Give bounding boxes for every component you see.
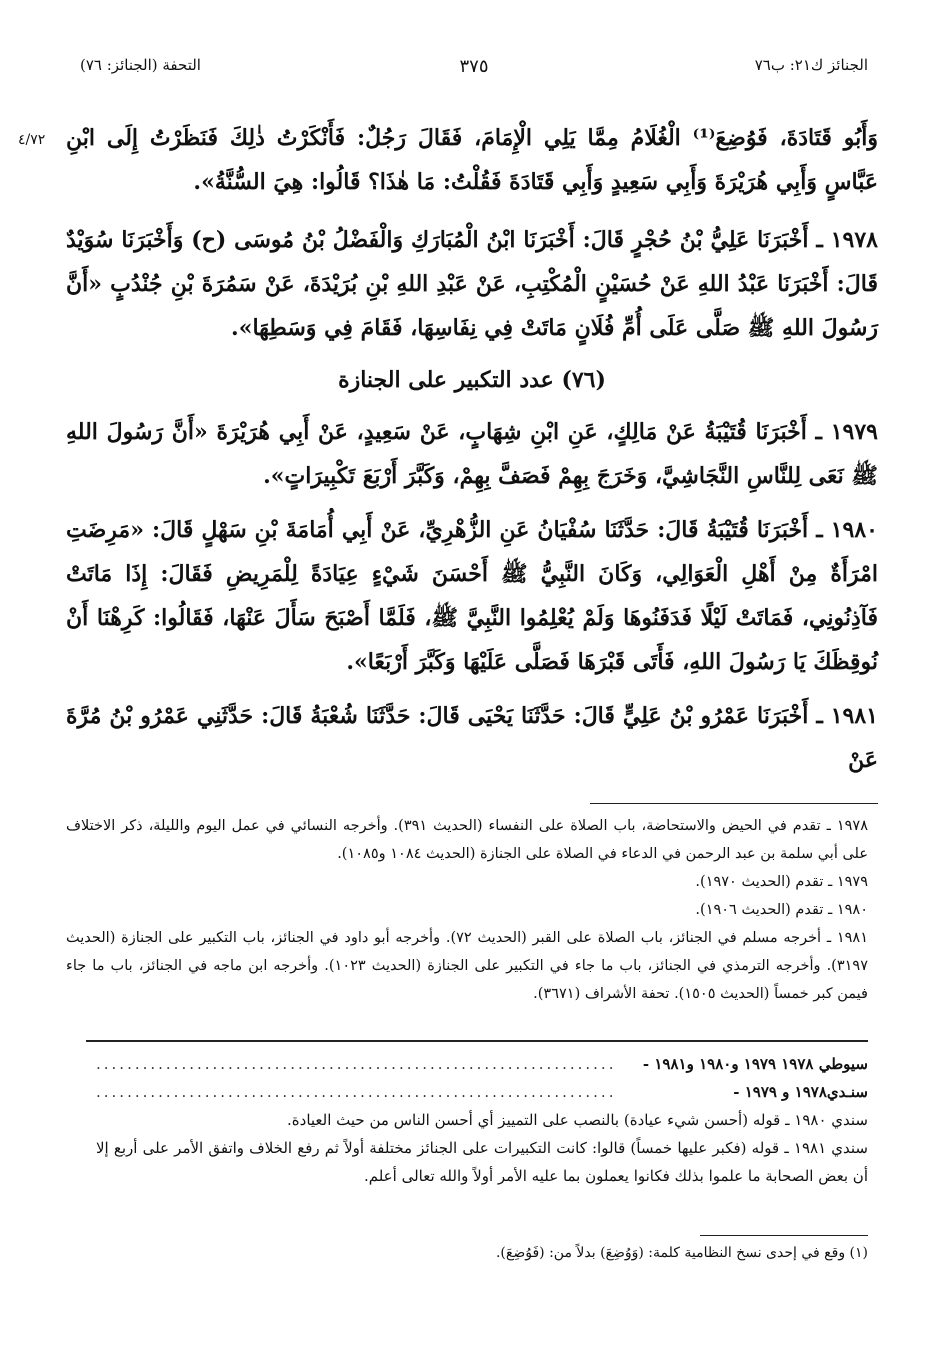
sindi-ref: سنـدي١٩٧٨ و ١٩٧٩ - xyxy=(733,1083,868,1101)
header-tuhfa-ref: التحفة (الجنائز: ٧٦) xyxy=(80,56,201,74)
section-title: (٧٦) عدد التكبير على الجنازة xyxy=(338,367,606,393)
dotted-leader: ................................................................... xyxy=(96,1055,617,1073)
margin-reference: ٤/٧٢ xyxy=(18,132,46,148)
hadith-1979: ١٩٧٩ ـ أَخْبَرَنَا قُتَيْبَةُ عَنْ مَالِكٍ، عَنِ ابْنِ شِهَابٍ، عَنْ سَعِيدٍ، عَنْ أَبِي هُرَيْرَةَ «أَنَّ رَسُولَ اللهِ ﷺ نَعَى لِلنَّاسِ النَّجَاشِيَّ، وَخَرَجَ بِهِمْ فَصَفَّ بِهِمْ، وَكَبَّرَ أَرْبَعَ تَكْبِيرَاتٍ». xyxy=(66,419,878,489)
editorial-note: (١) وقع في إحدى نسخ النظامية كلمة: (وَوُضِعَ) بدلاً من: (فَوُضِعَ). xyxy=(495,1245,868,1261)
main-text xyxy=(66,116,878,792)
hadith-continuation: وَأَبُو قَتَادَةَ، فَوُضِعَ⁽¹⁾ الْغُلَامُ مِمَّا يَلِي الْإِمَامَ، فَقَالَ رَجُلٌ: فَأَنْكَرْتُ ذٰلِكَ فَنَظَرْتُ إِلَى ابْنِ عَبَّاسٍ وَأَبِي هُرَيْرَةَ وَأَبِي سَعِيدٍ وَأَبِي قَتَادَةَ فَقُلْتُ: مَا هٰذَا؟ قَالُوا: هِيَ السُّنَّةُ». xyxy=(66,125,878,195)
hadith-1981: ١٩٨١ ـ أَخْبَرَنَا عَمْرُو بْنُ عَلِيٍّ قَالَ: حَدَّثَنَا يَحْيَى قَالَ: حَدَّثَنَا شُعْبَةُ قَالَ: حَدَّثَنِي عَمْرُو بْنُ مُرَّةَ عَنْ xyxy=(66,703,878,773)
sindi-1981: سندي ١٩٨١ ـ قوله (فكبر عليها خمساً) قالوا: كانت التكبيرات على الجنائز مختلفة أولاً ثم رفع الخلاف واتفق الأمر على أربع إلا أن بعض الصحابة ما علموا بذلك فكانوا يعملون بما عليه الأمر أولاً والله تعالى أعلم. xyxy=(96,1139,869,1185)
commentary-section xyxy=(96,1050,868,1190)
takhrij-footnotes xyxy=(66,812,868,1008)
footnote-1979: ١٩٧٩ ـ تقدم (الحديث ١٩٧٠). xyxy=(695,874,868,890)
dotted-leader: ................................................................... xyxy=(96,1083,617,1101)
page-header xyxy=(80,56,868,82)
footnote-divider xyxy=(590,803,878,804)
hadith-1980: ١٩٨٠ ـ أَخْبَرَنَا قُتَيْبَةُ قَالَ: حَدَّثَنَا سُفْيَانُ عَنِ الزُّهْرِيِّ، عَنْ أَبِي أُمَامَةَ بْنِ سَهْلٍ قَالَ: «مَرِضَتِ امْرَأَةٌ مِنْ أَهْلِ الْعَوَالِي، وَكَانَ النَّبِيُّ ﷺ أَحْسَنَ شَيْءٍ عِيَادَةً لِلْمَرِيضِ فَقَالَ: إِذَا مَاتَتْ فَآذِنُونِي، فَمَاتَتْ لَيْلًا فَدَفَنُوهَا وَلَمْ يُعْلِمُوا النَّبِيَّ ﷺ، فَلَمَّا أَصْبَحَ سَأَلَ عَنْهَا، فَقَالُوا: كَرِهْنَا أَنْ نُوقِظَكَ يَا رَسُولَ اللهِ، فَأَتَى قَبْرَهَا فَصَلَّى عَلَيْهَا وَكَبَّرَ أَرْبَعًا». xyxy=(66,517,878,675)
footnote-1980: ١٩٨٠ ـ تقدم (الحديث ١٩٠٦). xyxy=(695,902,868,918)
note-divider xyxy=(700,1235,868,1236)
footnote-1981: ١٩٨١ ـ أخرجه مسلم في الجنائز، باب الصلاة على القبر (الحديث ٧٢). وأخرجه أبو داود في الجنائز، باب التكبير على الجنازة (الحديث ٣١٩٧). وأخرجه الترمذي في الجنائز، باب ما جاء في التكبير على الجنازة (الحديث ١٠٢٣). وأخرجه ابن ماجه في الجنائز، باب ما جاء فيمن كبر خمساً (الحديث ١٥٠٥). تحفة الأشراف (٣٦٧١). xyxy=(66,930,868,1002)
header-chapter-ref: الجنائز ك٢١: ب٧٦ xyxy=(754,56,868,74)
commentary-divider xyxy=(86,1040,868,1042)
suyuti-ref: سيوطي ١٩٧٨ ١٩٧٩ و١٩٨٠ و١٩٨١ - xyxy=(642,1055,868,1073)
sindi-row xyxy=(96,1078,868,1106)
sindi-1980: سندي ١٩٨٠ ـ قوله (أحسن شيء عيادة) بالنصب على التمييز أي أحسن الناس من حيث العيادة. xyxy=(287,1111,868,1129)
suyuti-row xyxy=(96,1050,868,1078)
footnote-1978: ١٩٧٨ ـ تقدم في الحيض والاستحاضة، باب الصلاة على النفساء (الحديث ٣٩١). وأخرجه النسائي في عمل اليوم والليلة، ذكر الاختلاف على أبي سلمة بن عبد الرحمن في الدعاء في الصلاة على الجنازة (الحديث ١٠٨٤ و١٠٨٥). xyxy=(66,818,868,862)
page-number: ٣٧٥ xyxy=(459,56,489,77)
hadith-1978: ١٩٧٨ ـ أَخْبَرَنَا عَلِيُّ بْنُ حُجْرٍ قَالَ: أَخْبَرَنَا ابْنُ الْمُبَارَكِ وَالْفَضْلُ بْنُ مُوسَى (ح) وَأَخْبَرَنَا سُوَيْدٌ قَالَ: أَخْبَرَنَا عَبْدُ اللهِ عَنْ حُسَيْنٍ الْمُكْتِبِ، عَنْ عَبْدِ اللهِ بْنِ بُرَيْدَةَ، عَنْ سَمُرَةَ بْنِ جُنْدُبٍ «أَنَّ رَسُولَ اللهِ ﷺ صَلَّى عَلَى أُمِّ فُلَانٍ مَاتَتْ فِي نِفَاسِهَا، فَقَامَ فِي وَسَطِهَا». xyxy=(66,227,878,341)
